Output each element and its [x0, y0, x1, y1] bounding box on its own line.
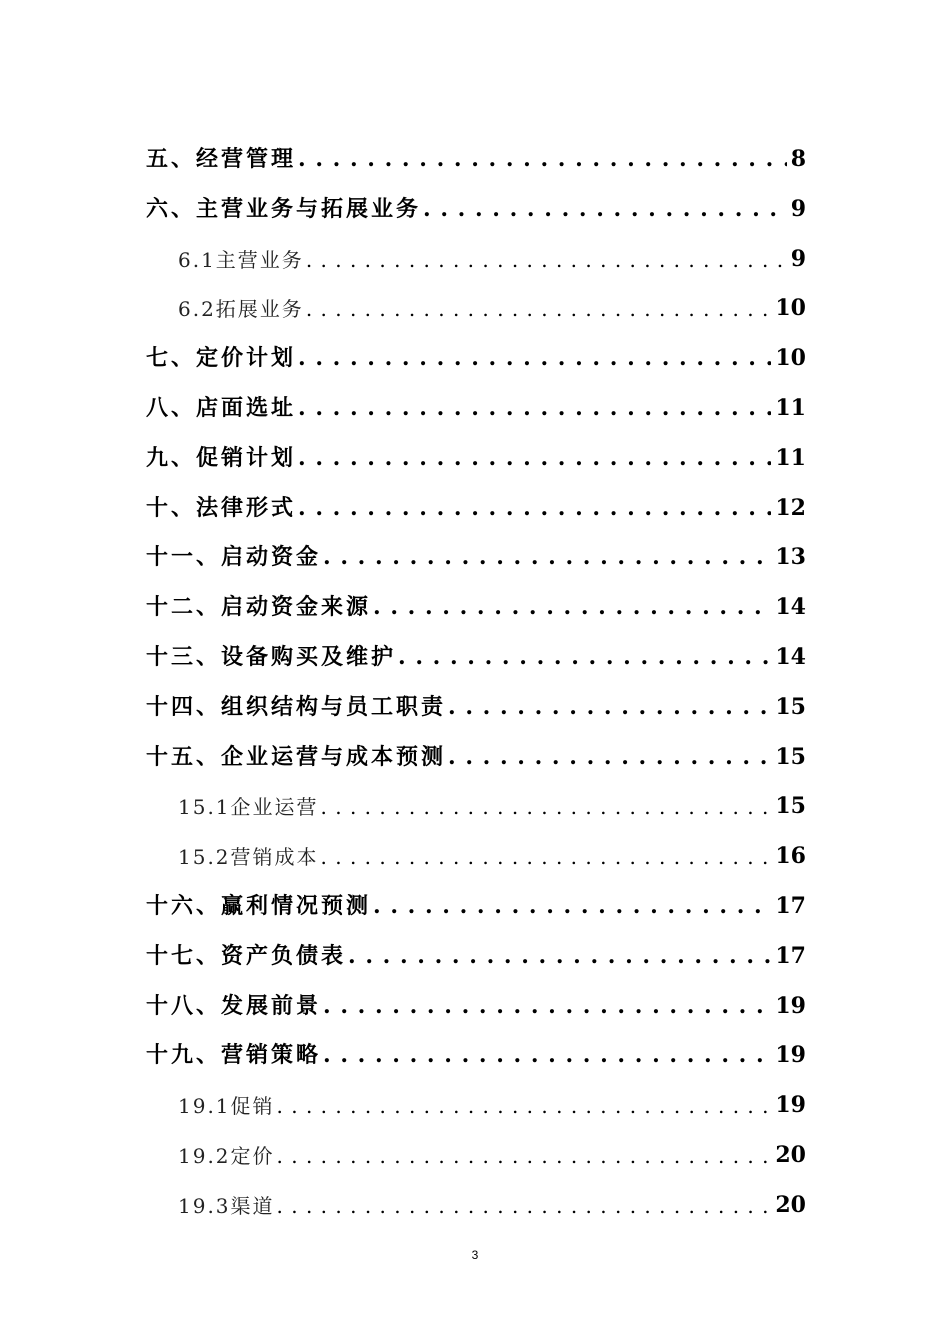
toc-entry[interactable] [146, 927, 806, 967]
toc-entry-page: 10 [775, 345, 806, 372]
toc-leader-dots [348, 945, 771, 967]
toc-leader-dots [277, 1096, 772, 1116]
toc-entry-label: 十九、营销策略 [146, 1042, 322, 1069]
toc-leader-dots [323, 1044, 771, 1066]
toc-entry-label: 十五、企业运营与成本预测 [146, 743, 447, 770]
toc-entry-page: 12 [775, 494, 806, 521]
toc-entry-page: 16 [775, 843, 806, 870]
toc-entry-label: 6.2拓展业务 [178, 297, 304, 322]
page-number: 3 [471, 1248, 479, 1262]
toc-entry-page: 10 [775, 295, 806, 322]
toc-entry-label: 九、促销计划 [146, 444, 297, 471]
toc-leader-dots [298, 447, 771, 469]
toc-entry[interactable] [146, 578, 806, 621]
toc-entry-page: 11 [775, 444, 806, 471]
toc-subentry[interactable] [178, 827, 806, 870]
toc-entry[interactable] [146, 628, 806, 668]
toc-entry-label: 八、店面选址 [146, 395, 297, 421]
toc-subentry[interactable] [178, 230, 806, 270]
toc-entry-page: 15 [775, 693, 806, 720]
toc-leader-dots [298, 397, 771, 419]
toc-leader-dots [277, 1146, 772, 1166]
toc-entry-label: 十八、发展前景 [146, 992, 322, 1019]
toc-leader-dots [306, 299, 772, 319]
toc-entry[interactable] [146, 429, 806, 469]
toc-leader-dots [423, 198, 787, 220]
toc-entry-label: 十二、启动资金来源 [146, 594, 372, 621]
toc-entry-page: 19 [775, 1042, 806, 1069]
toc-entry-page: 9 [790, 195, 806, 222]
toc-entry-page: 20 [775, 1191, 806, 1218]
toc-entry-label: 19.1促销 [178, 1094, 275, 1119]
toc-leader-dots [448, 746, 771, 768]
toc-entry[interactable] [146, 479, 806, 519]
toc-subentry[interactable] [178, 777, 806, 820]
toc-entry[interactable] [146, 678, 806, 718]
toc-entry-page: 14 [775, 644, 806, 670]
toc-subentry[interactable] [178, 1076, 806, 1119]
toc-entry[interactable] [146, 528, 806, 571]
toc-entry-label: 6.1主营业务 [178, 247, 304, 272]
toc-leader-dots [448, 696, 771, 718]
toc-entry-page: 9 [790, 245, 806, 272]
toc-entry[interactable] [146, 728, 806, 768]
toc-entry-page: 20 [775, 1142, 806, 1168]
toc-entry-label: 19.3渠道 [178, 1193, 275, 1218]
toc-entry[interactable] [146, 329, 806, 372]
toc-leader-dots [323, 995, 771, 1017]
toc-leader-dots [298, 148, 787, 170]
toc-leader-dots [373, 596, 771, 618]
toc-leader-dots [277, 1196, 772, 1216]
toc-entry[interactable] [146, 130, 806, 170]
toc-entry-page: 19 [775, 1092, 806, 1119]
toc-entry[interactable] [146, 1026, 806, 1069]
toc-leader-dots [298, 497, 771, 519]
toc-entry[interactable] [146, 379, 806, 419]
toc-leader-dots [398, 646, 771, 668]
toc-entry-label: 十四、组织结构与员工职责 [146, 693, 447, 720]
toc-subentry[interactable] [178, 279, 806, 322]
toc-entry-label: 十一、启动资金 [146, 544, 322, 571]
toc-subentry[interactable] [178, 1176, 806, 1216]
toc-subentry[interactable] [178, 1126, 806, 1166]
toc-entry-label: 七、定价计划 [146, 345, 297, 372]
toc-entry-label: 六、主营业务与拓展业务 [146, 195, 422, 222]
toc-entry-label: 五、经营管理 [146, 146, 297, 172]
toc-entry-label: 十七、资产负债表 [146, 942, 347, 969]
toc-entry-page: 8 [790, 146, 806, 172]
toc-entry-page: 15 [775, 793, 806, 820]
toc-leader-dots [298, 347, 771, 369]
toc-entry-page: 17 [775, 942, 806, 969]
toc-entry-label: 十三、设备购买及维护 [146, 644, 397, 670]
toc-entry-label: 19.2定价 [178, 1144, 275, 1168]
toc-entry-page: 13 [775, 544, 806, 571]
toc-entry-page: 14 [775, 594, 806, 621]
toc-entry-page: 17 [775, 893, 806, 919]
toc-entry-label: 15.2营销成本 [178, 845, 319, 870]
toc-entry[interactable] [146, 877, 806, 917]
toc-entry-page: 11 [775, 395, 806, 421]
toc-leader-dots [323, 546, 771, 568]
toc-entry-page: 15 [775, 743, 806, 770]
toc-leader-dots [321, 797, 772, 817]
toc-leader-dots [321, 847, 772, 867]
toc-entry[interactable] [146, 977, 806, 1017]
toc-entry-page: 19 [775, 992, 806, 1019]
toc-leader-dots [306, 250, 787, 270]
toc-leader-dots [373, 895, 771, 917]
toc-entry-label: 十六、赢利情况预测 [146, 893, 372, 919]
toc-entry[interactable] [146, 180, 806, 220]
toc-entry-label: 十、法律形式 [146, 494, 297, 521]
toc-entry-label: 15.1企业运营 [178, 795, 319, 820]
